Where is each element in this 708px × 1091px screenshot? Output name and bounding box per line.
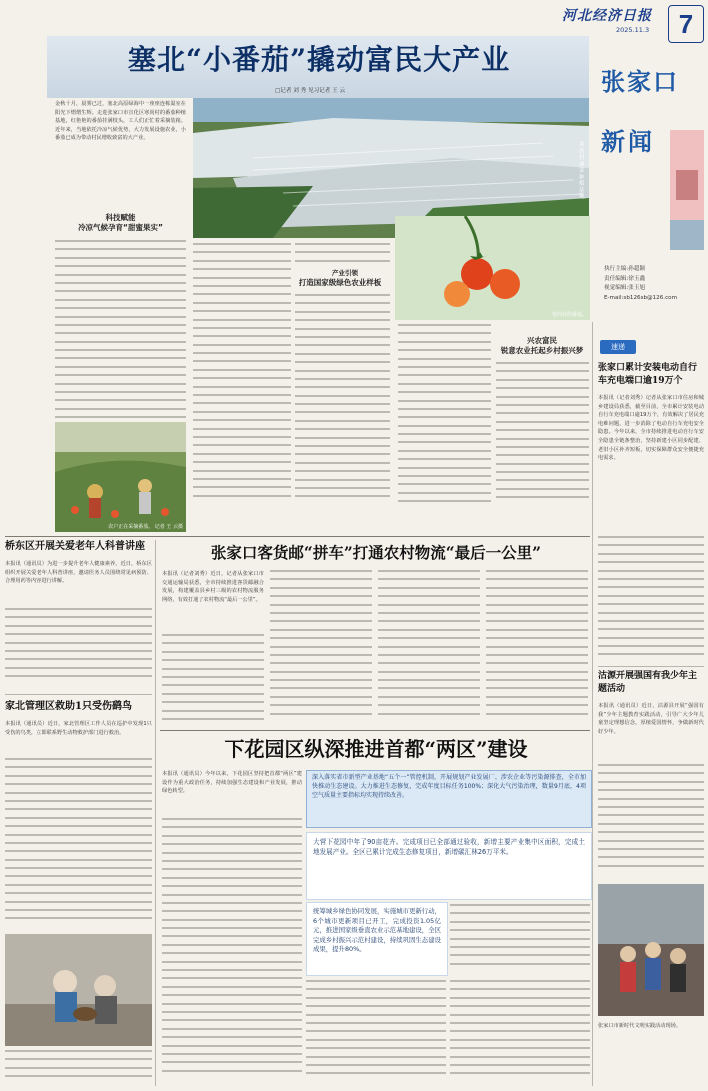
highlight-box bbox=[306, 770, 592, 828]
lead-headline: 塞北“小番茄”撬动富民大产业 bbox=[127, 43, 511, 76]
lead-subhead-2: 打造国家级绿色农业样板 bbox=[298, 278, 382, 287]
xiahuayuan-col3 bbox=[306, 980, 446, 1080]
logistics-col1 bbox=[162, 634, 264, 726]
logistics-col2 bbox=[270, 570, 372, 726]
lead-byline: □记者 刘 秀 见习记者 王 云 bbox=[275, 88, 346, 94]
logistics-col4 bbox=[486, 570, 588, 726]
paper-name: 河北经济日报 bbox=[562, 8, 652, 24]
sidebar-divider bbox=[598, 666, 704, 667]
xiahuayuan-col4 bbox=[450, 980, 590, 1080]
sidebar-item2-body: 本报讯（通讯员）近日，沽源县开展“强国有我”少年主题教育实践活动，引导广大少年儿童坚定理想信念，厚植爱国情怀，争做新时代好少年。 bbox=[598, 703, 704, 735]
field-photo-caption: 农户正在采摘番茄。 记者 王 云摄 bbox=[108, 524, 183, 530]
editors-box bbox=[604, 265, 708, 317]
lead-subhead-3: 兴农富民 锐意农业托起乡村振兴梦 bbox=[500, 336, 584, 355]
quick-tag-text: 速递 bbox=[611, 343, 625, 351]
lead-subhead-1: 科技赋能 冷凉气候孕育“甜蜜果实” bbox=[78, 213, 163, 232]
sidebar-item2-cont bbox=[598, 764, 704, 880]
lead-col3-text bbox=[295, 243, 390, 265]
lead-col4-text bbox=[398, 324, 491, 508]
logistics-col3 bbox=[378, 570, 480, 726]
bird-photo-caption bbox=[5, 1050, 152, 1084]
article-xiahuayuan-title: 下花园区纵深推进首都“两区”建设 bbox=[224, 737, 528, 761]
duty-editor-line: 责任编辑:徐玉鑫 bbox=[604, 275, 646, 282]
sidebar-item1-cont bbox=[598, 536, 704, 666]
callout-2 bbox=[306, 902, 448, 976]
lead-col2-text bbox=[193, 243, 291, 508]
lead-banner bbox=[47, 36, 589, 98]
sidebar-rule bbox=[592, 322, 593, 1086]
page-number: 7 bbox=[678, 9, 694, 39]
article-jiabei-cont bbox=[5, 758, 152, 930]
editor-line: 执行主编:孙超颖 bbox=[604, 266, 646, 272]
article-xiahuayuan-body: 本报讯（通讯员）今年以来，下花园区坚持把首都“两区”建设作为重大政治任务，持续加强生态建设和产业发展，推动绿色转型。 bbox=[162, 771, 302, 795]
sub2-small: 产业引领 bbox=[332, 269, 358, 277]
article-logistics-body: 本报讯（记者刘秀）近日，记者从张家口市交通运输局获悉，全市持续推进客货邮融合发展，构建覆盖县乡村三级的农村物流服务网络，有效打通了农村物流“最后一公里”。 bbox=[162, 571, 264, 603]
left-divider-1 bbox=[5, 694, 152, 695]
sidebar-item2-title: 沽源开展强国有我少年主题活动 bbox=[598, 671, 698, 694]
article-qiaodong-cont bbox=[5, 608, 152, 688]
quick-tag bbox=[600, 340, 636, 354]
section-city: 张家口 bbox=[601, 67, 679, 96]
lead-photo-caption: 寒尚村蔬菜种植基地。 bbox=[579, 142, 590, 200]
section-news: 新闻 bbox=[601, 127, 655, 156]
lead-intro: 金秋十月，晨雾已过，塞北高原绿海中一座座连栋温室在阳光下熠熠生辉。走进张家口市宣化区寒尚村的番茄种植基地，红艳艳的番茄挂满枝头，工人们正忙着采摘装箱。近年来，当地依托冷凉气候优势，大力发展设施农业，小番茄已成为带动村民增收致富的大产业。 bbox=[55, 101, 186, 142]
tomato-photo-caption: 寒尚村的番茄。 bbox=[551, 312, 587, 318]
xiahuayuan-col2 bbox=[450, 904, 590, 976]
lead-bottom-rule bbox=[5, 536, 590, 537]
visual-editor-line: 视觉编辑:张玉旭 bbox=[604, 285, 646, 291]
highlight-text: 深入落实省市新型产业基地“五个一”管控机制，开展规划产业发展厂、涉农企业等污染源排查，全市加快推动生态建设。大力推进生态修复，完成年度目标任务100%；深化大气污染治理，数量9月底，4项空气质量主要指标均实现持续改善。 bbox=[312, 774, 586, 799]
tomato-photo bbox=[395, 216, 590, 320]
article-qiaodong-title: 桥东区开展关爱老年人科普讲座 bbox=[5, 541, 145, 552]
article-logistics-title: 张家口客货邮“拼车”打通农村物流“最后一公里” bbox=[210, 543, 542, 562]
sidebar-photo-caption: 张家口市新时代文明实践活动现场。 bbox=[598, 1023, 682, 1029]
xiahuayuan-col1 bbox=[162, 818, 302, 1080]
article-jiabei-title: 家北管理区救助1只受伤鹞鸟 bbox=[5, 701, 132, 712]
bird-photo bbox=[5, 934, 152, 1046]
left-column-rule bbox=[155, 540, 156, 1086]
article-qiaodong-body: 本报讯（通讯员）为进一步提升老年人健康素养，近日，桥东区组织开展关爱老年人科普讲座，邀请医务人员围绕常见病预防、合理用药等内容进行讲解。 bbox=[5, 561, 152, 585]
lead-col3b-text bbox=[295, 294, 390, 508]
callout-1 bbox=[306, 832, 592, 900]
email-line: E-mail:sb126sb@126.com bbox=[604, 294, 678, 301]
sidebar-photo bbox=[598, 884, 704, 1016]
page-number-box bbox=[668, 5, 704, 43]
field-photo bbox=[55, 422, 186, 532]
section-banner-image bbox=[670, 130, 704, 250]
issue-date: 2025.11.3 bbox=[616, 26, 650, 34]
callout-2-text: 统筹城乡绿色协同发展，实施城市更新行动，6个城市更新项目已开工，完成投资1.05亿元，推进国家级垂直农业示范基地建设，全区完成乡村振兴示范村建设，持续巩固生态建设成果，提升80%。 bbox=[313, 907, 441, 954]
sidebar-item1-title: 张家口累计安装电动自行车充电端口逾19万个 bbox=[598, 363, 698, 386]
sidebar-item1-body: 本报讯（记者刘秀）记者从张家口市住房和城乡建设局获悉，截至目前，全市累计安装电动自行车充电端口逾19万个，有效解决了居民充电难问题，进一步消除了电动自行车充电安全隐患。今年以来，全市持续推进电动自行车安全隐患全链条整治，坚持新建小区同步配建、老旧小区补齐短板，切实保障群众安全便捷充电需求。 bbox=[598, 395, 704, 462]
article-jiabei-body: 本报讯（通讯员）近日，家北管理区工作人员在巡护中发现1只受伤的鸟类，立即联系野生动物救护部门进行救治。 bbox=[5, 721, 152, 736]
lead-col5-text bbox=[496, 362, 589, 508]
mid-divider bbox=[160, 730, 590, 731]
callout-1-text: 大营下花园中年了90亩花卉。完成项目已全部通过验收，新增主要产业集中区面积，完成土地发展产业。全区已累计完成生态修复项目，新增碳汇林26万平米。 bbox=[313, 838, 585, 856]
